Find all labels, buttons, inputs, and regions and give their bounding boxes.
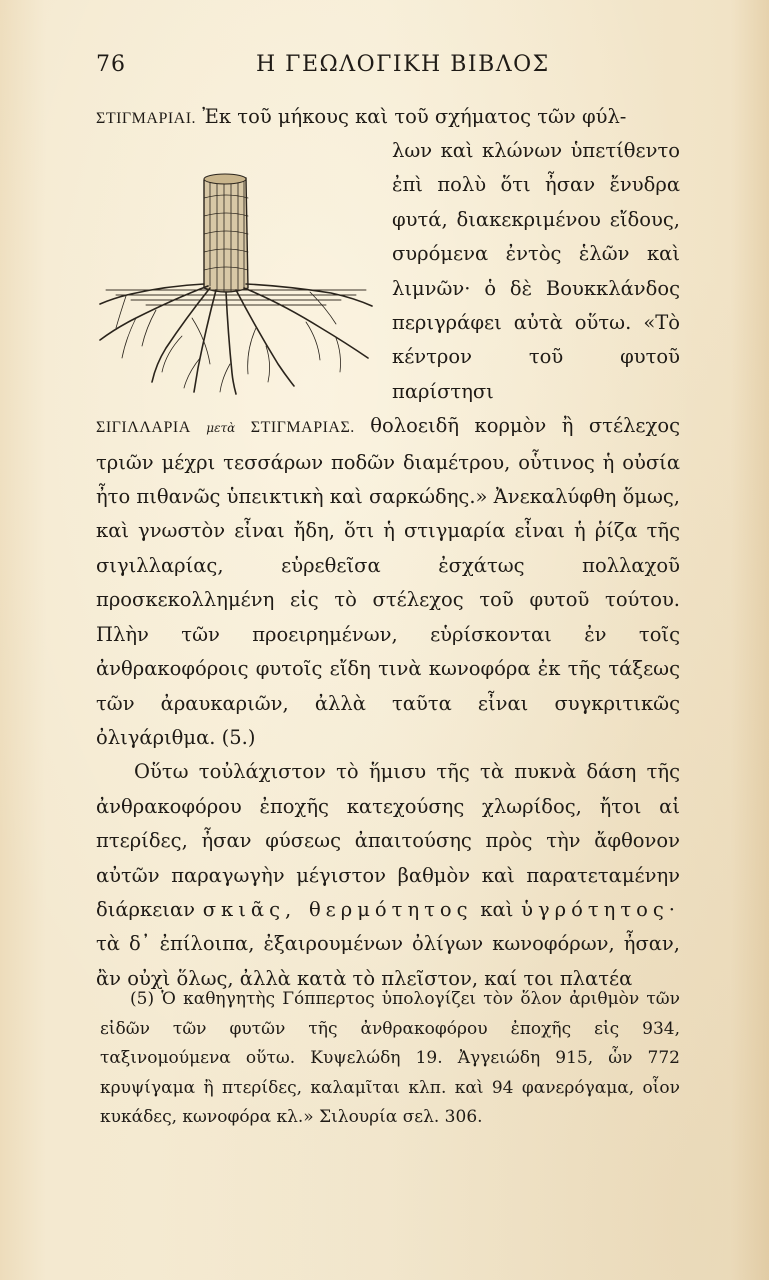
paragraph-1 [96,100,680,755]
stigmaria-illustration [96,168,376,396]
paragraph-1-line-1: Ἐκ τοῦ μήκους καὶ τοῦ σχήματος τῶν φύλ- [202,105,627,128]
paragraph-2-part-2: τὰ δ᾽ ἐπίλοιπα, ἐξαιρουμένων ὀλίγων κωνοφόρων, ἦσαν, ἂν οὐχὶ ὅλως, ἀλλὰ κατὰ τὸ πλεῖστον, καί τοι πλατέα [96,932,680,990]
paragraph-2-part-1: Οὕτω τοὐλάχιστον τὸ ἥμισυ τῆς τὰ πυκνὰ δάση τῆς ἀνθρακοφόρου ἐποχῆς κατεχούσης χλωρίδος, ἤτοι αἱ πτερίδες, ἦσαν φύσεως ἀπαιτούσης πρὸς τὴν ἄφθονον αὐτῶν παραγωγὴν μέγιστον βαθμὸν καὶ παρατεταμένην διάρκειαν [96,760,680,921]
page-number: 76 [96,52,126,77]
paragraph-1-rest: θολοειδῆ κορμὸν ἢ στέλεχος τριῶν μέχρι τεσσάρων ποδῶν διαμέτρου, οὗτινος ἡ οὐσία ἦτο πιθανῶς ὑπεικτικὴ καὶ σαρκώδης.» Ἀνεκαλύφθη ὅμως, καὶ γνωστὸν εἶναι ἤδη, ὅτι ἡ στιγμαρία εἶναι ἡ ῥίζα τῆς σιγιλλαρίας, εὑρεθεῖσα ἐσχάτως πολλαχοῦ προσκεκολλημένη εἰς τὸ στέλεχος τοῦ φυτοῦ τούτου. Πλὴν τῶν προειρημένων, εὑρίσκονται ἐν τοῖς ἀνθρακοφόροις φυτοῖς εἴδη τινὰ κωνοφόρα ἐκ τῆς τάξεως τῶν ἀραυκαριῶν, ἀλλὰ ταῦτα εἶναι συγκριτικῶς ὀλιγάριθμα. (5.) [96,414,681,749]
paragraph-2-spaced-1: σκιᾶς, θερμότητος [202,897,473,921]
paragraph-2-spaced-2: ὑγρότητος· [521,897,680,921]
footnote-text: (5) Ὁ καθηγητὴς Γόππερτος ὑπολογίζει τὸν ὅλον ἀριθμὸν τῶν εἰδῶν τῶν φυτῶν τῆς ἀνθρακοφόρου ἐποχῆς εἰς 934, ταξινομούμενα οὕτω. Κυψελώδη 19. Ἀγγειώδη 915, ὧν 772 κρυψίγαμα ἢ πτερίδες, καλαμῖται κλπ. καὶ 94 φανερόγαμα, οἷον κυκάδες, κωνοφόρα κλ.» Σιλουρία σελ. 306. [100,989,680,1128]
paragraph-2-conj: καὶ [480,897,514,921]
paragraph-2 [96,755,680,996]
main-text [96,100,680,996]
footnote [100,985,680,1133]
figure-caption-top: ΣΤΙΓΜΑΡΙΑΙ. [96,110,197,127]
figure-caption-bottom-1: ΣΙΓΙΛΛΑΡΙΑ [96,419,191,437]
paragraph-1-wrapped: λων καὶ κλώνων ὑπετίθεντο ἐπὶ πολὺ ὅτι ἦσαν ἔνυδρα φυτά, διακεκριμένου εἴδους, συρόμενα ἐντὸς ἑλῶν καὶ λιμνῶν· ὁ δὲ Βουκκλάνδος περιγράφει αὐτὰ οὕτω. «Τὸ κέντρον τοῦ φυτοῦ παρίστησι [392,139,680,403]
figure-caption-bottom-2: ΣΤΙΓΜΑΡΙΑΣ. [250,419,355,437]
first-line [96,100,680,134]
page-header [96,52,689,86]
stigmaria-figure [96,134,386,402]
running-title: Η ΓΕΩΛΟΓΙΚΗ ΒΙΒΛΟΣ [256,52,550,77]
figure-caption-bottom-small: μετὰ [206,421,236,436]
